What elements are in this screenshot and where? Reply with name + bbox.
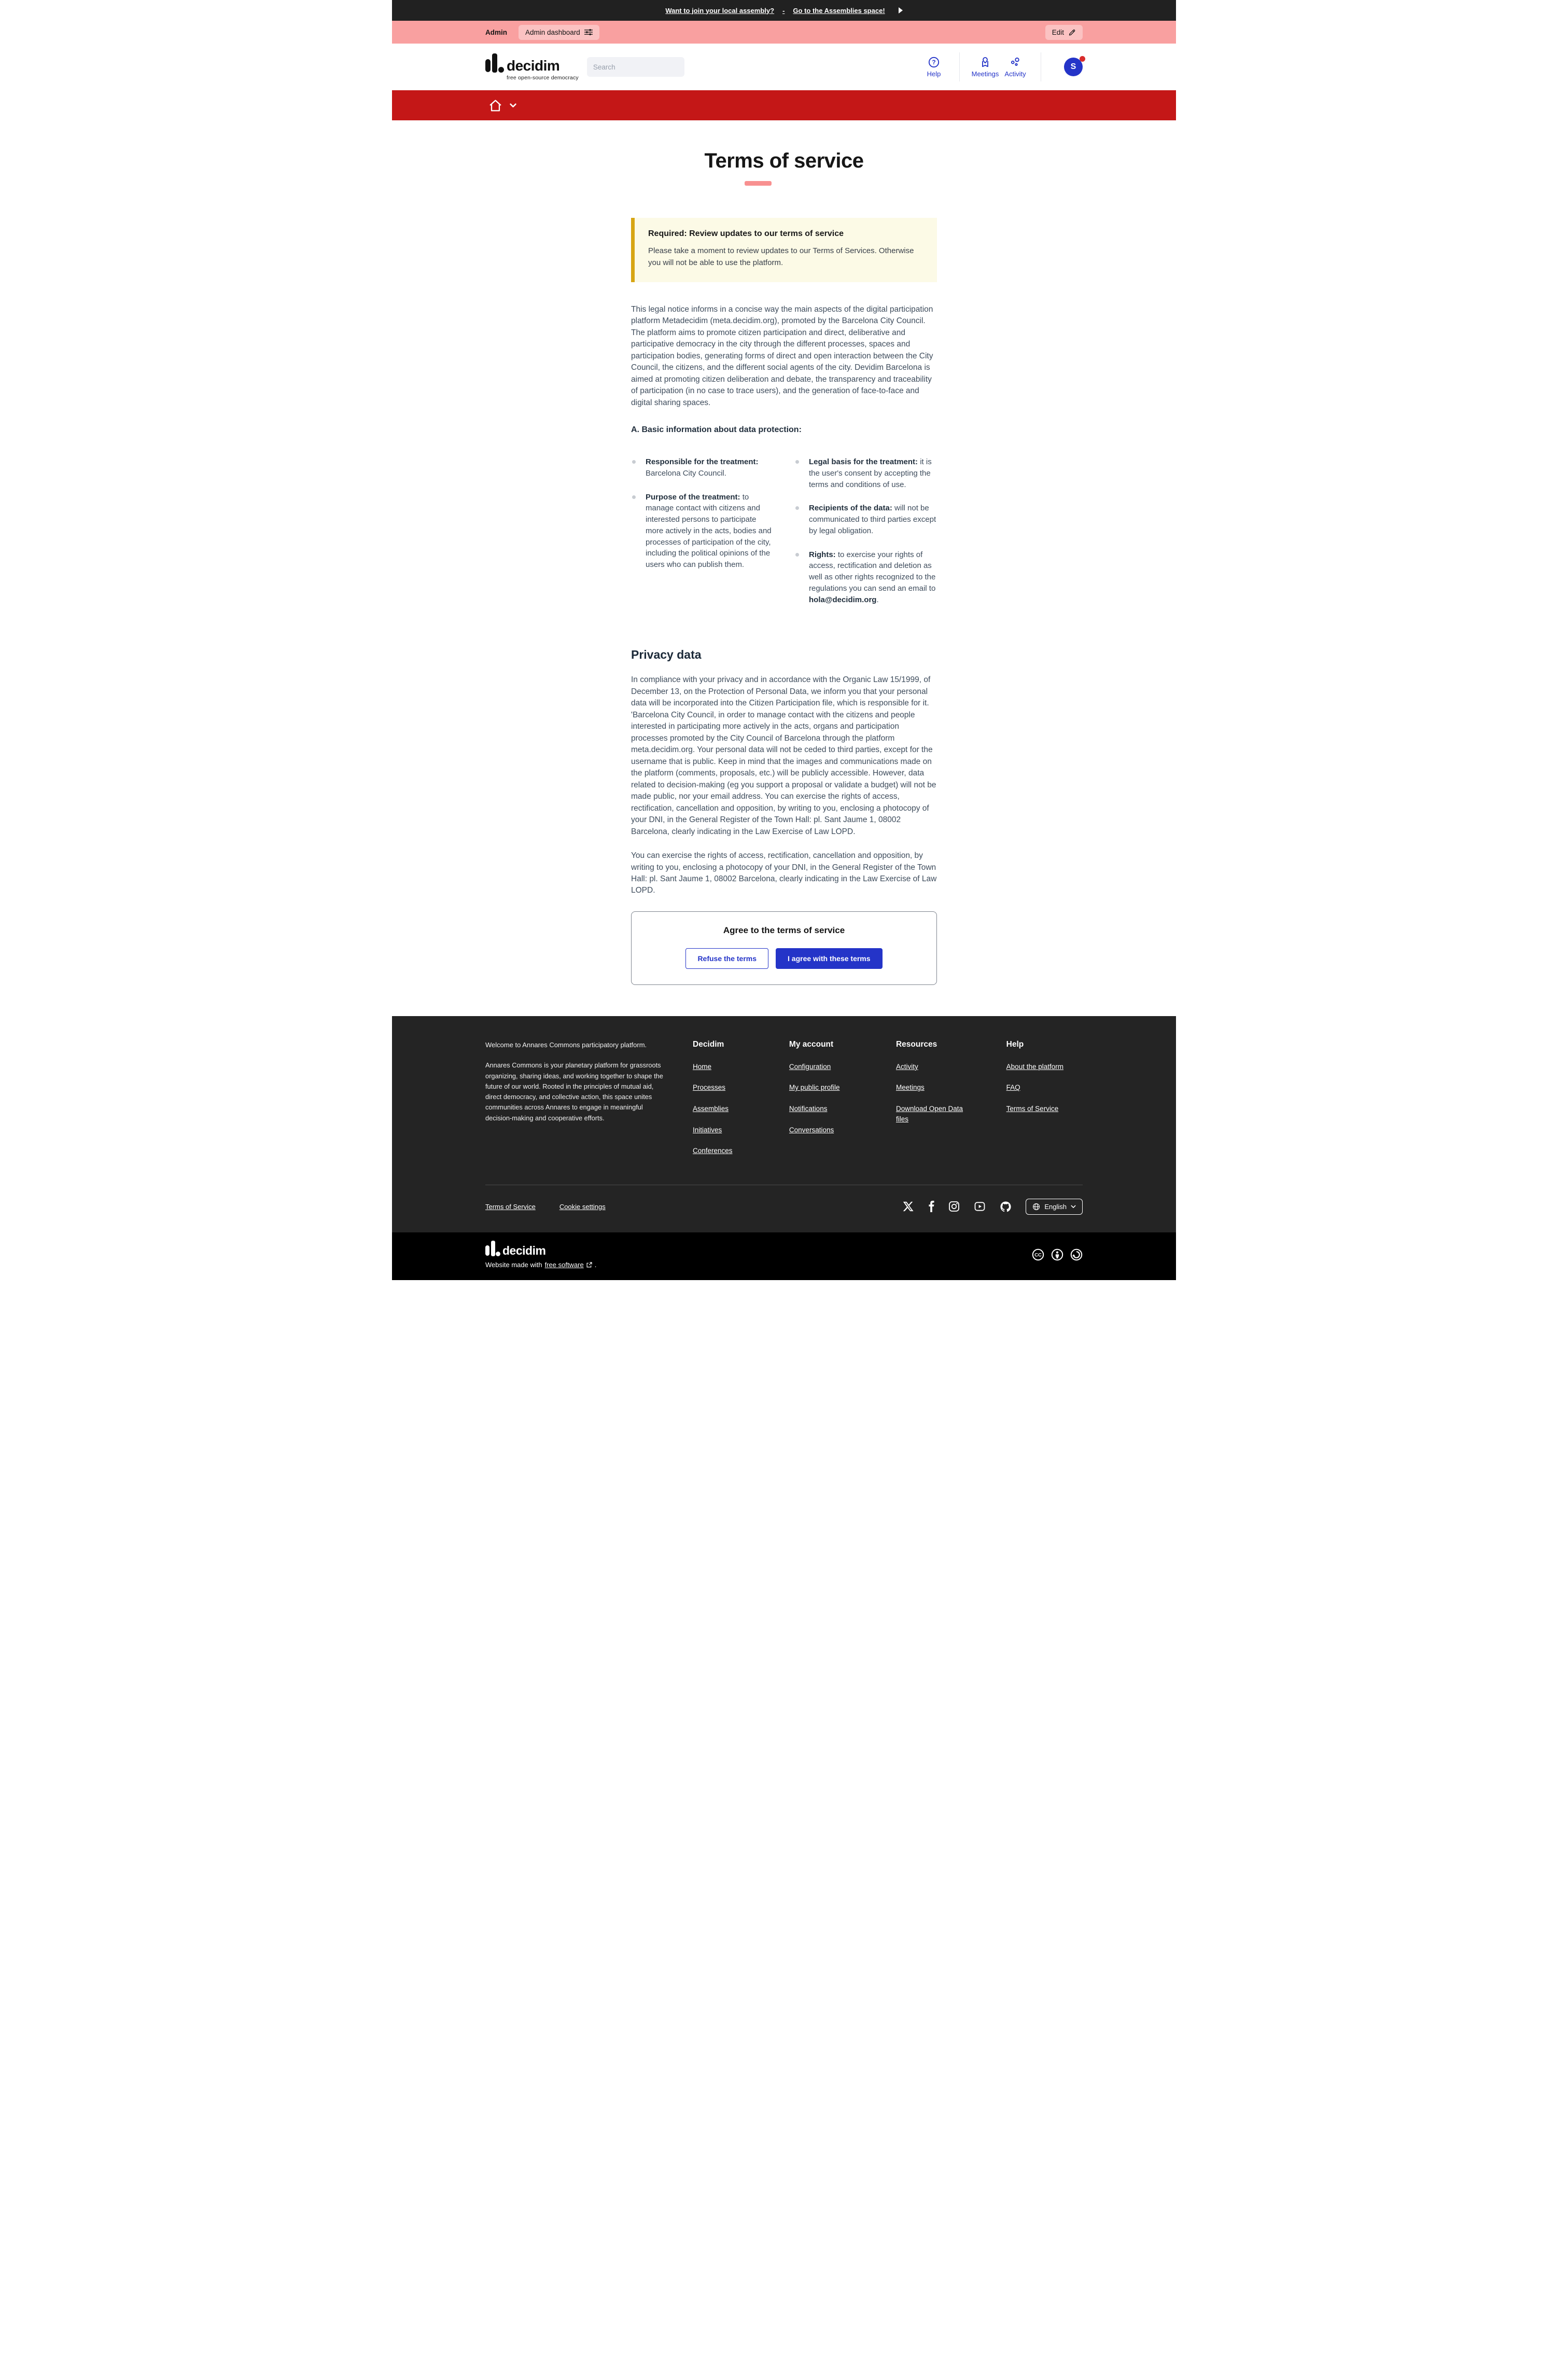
bullet-text: . — [876, 595, 879, 604]
contact-email: hola@decidim.org — [809, 595, 877, 604]
footer-link-initiatives[interactable]: Initiatives — [693, 1126, 722, 1134]
home-menu-item[interactable] — [488, 99, 516, 112]
footer-link-notifications[interactable]: Notifications — [789, 1105, 828, 1113]
nav-help-label: Help — [927, 70, 941, 78]
footer-link-home[interactable]: Home — [693, 1062, 712, 1071]
decidim-logo[interactable] — [485, 53, 579, 81]
header-divider — [959, 52, 960, 81]
bullet-text: to manage contact with citizens and interested persons to participate more actively in the acts, bodies and processes of participation of the city, including the political opinions of the users who can publish them. — [646, 492, 772, 570]
footer-link-assemblies[interactable]: Assemblies — [693, 1105, 729, 1113]
nav-help[interactable] — [919, 57, 949, 78]
x-twitter-icon[interactable] — [903, 1201, 914, 1212]
main-content — [392, 149, 1176, 1016]
footer-column-my-account — [789, 1040, 869, 1167]
map-pin-icon — [979, 57, 991, 68]
logo-tagline: free open-source democracy — [507, 74, 579, 81]
chevron-down-icon — [510, 103, 516, 108]
bullet-text: to exercise your rights of access, rectification and deletion as well as other rights recognized to the regulations you can send an email to — [809, 550, 936, 593]
footer-link-my-public-profile[interactable]: My public profile — [789, 1084, 840, 1092]
svg-text:?: ? — [932, 58, 936, 66]
privacy-paragraph-2: You can exercise the rights of access, rectification, cancellation and opposition, by writing to you, enclosing a photocopy of your DNI, in the General Register of the Town Hall: pl. Sant Jaume 1, 08002 Barcelona, clearly indicating in the Law Exercise of Law LOPD. — [631, 851, 937, 895]
site-footer — [392, 1016, 1176, 1232]
site-header — [392, 44, 1176, 90]
main-menu-bar — [392, 90, 1176, 120]
list-item — [809, 456, 937, 490]
footer-column-title: Help — [1006, 1039, 1024, 1049]
pencil-icon — [1068, 29, 1076, 36]
list-item — [646, 456, 774, 479]
footer-link-terms-of-service[interactable]: Terms of Service — [1006, 1105, 1059, 1113]
required-review-callout — [631, 218, 937, 282]
edit-button-label: Edit — [1052, 28, 1064, 36]
sub-footer — [392, 1232, 1176, 1280]
legal-notice-paragraph: This legal notice informs in a concise way the main aspects of the digital participation platform Metadecidim (meta.decidim.org), promoted by the Barcelona City Council. The platform aims to promote citizen participation and direct, deliberative and participative democracy in the city through the different processes, spaces and participation bodies, generating forms of direct and open interaction between the City Council, the citizens, and the different social agents of the city. Devidim Barcelona is aimed at promoting citizen deliberation and debate, the transparency and traceability of participation (in no case to trace users), and the generation of face-to-face and digital sharing spaces. — [631, 305, 933, 407]
data-protection-list — [631, 456, 937, 618]
svg-text:CC: CC — [1034, 1252, 1042, 1258]
agreement-title: Agree to the terms of service — [723, 925, 845, 935]
footer-logo-text: decidim — [502, 1244, 546, 1258]
footer-column-help — [1006, 1040, 1083, 1167]
data-protection-column-right — [794, 456, 937, 618]
footer-column-resources — [896, 1040, 979, 1167]
header-nav — [919, 52, 1083, 81]
cookie-settings-link[interactable]: Cookie settings — [559, 1202, 606, 1211]
footer-bottom-bar — [485, 1185, 1083, 1232]
refuse-terms-button[interactable]: Refuse the terms — [685, 948, 768, 969]
decidim-footer-logo[interactable] — [485, 1241, 596, 1256]
external-link-icon — [586, 1262, 592, 1268]
footer-link-configuration[interactable]: Configuration — [789, 1062, 831, 1071]
nav-meetings[interactable] — [970, 57, 1000, 78]
footer-link-conversations[interactable]: Conversations — [789, 1126, 834, 1134]
globe-icon — [1032, 1203, 1040, 1211]
bullet-text: Barcelona City Council. — [646, 468, 726, 478]
footer-intro — [485, 1040, 666, 1167]
made-with-suffix: . — [594, 1260, 597, 1269]
footer-description: Annares Commons is your planetary platform for grassroots organizing, sharing ideas, and working together to shape the future of our world. Rooted in the principles of mutual aid, direct democracy, and collective action, this space unites communities across Annares to engage in meaningful decision-making and cooperative efforts. — [485, 1061, 663, 1122]
nav-activity[interactable] — [1000, 57, 1030, 78]
list-item — [809, 503, 937, 536]
help-icon — [928, 57, 940, 68]
agree-terms-button[interactable]: I agree with these terms — [776, 948, 883, 969]
bullet-label: Rights: — [809, 550, 836, 559]
footer-link-open-data[interactable]: Download Open Data files — [895, 1105, 963, 1123]
facebook-icon[interactable] — [928, 1201, 934, 1212]
bullet-label: Legal basis for the treatment: — [809, 457, 918, 467]
youtube-icon[interactable] — [974, 1201, 986, 1212]
bullet-text: will not be communicated to third parties except by legal obligation. — [809, 504, 936, 535]
bullet-text: it is the user's consent by accepting the terms and conditions of use. — [809, 457, 932, 489]
section-a-heading: A. Basic information about data protection: — [631, 425, 802, 435]
footer-link-activity[interactable]: Activity — [895, 1062, 918, 1071]
footer-link-conferences[interactable]: Conferences — [693, 1147, 733, 1155]
title-decorator — [745, 181, 772, 186]
admin-dashboard-label: Admin dashboard — [525, 28, 580, 36]
callout-body: Please take a moment to review updates to our Terms of Services. Otherwise you will not be able to use the platform. — [648, 246, 914, 267]
nav-meetings-label: Meetings — [971, 70, 999, 78]
footer-link-meetings[interactable]: Meetings — [895, 1084, 925, 1092]
join-assembly-link[interactable]: Want to join your local assembly? — [665, 6, 775, 15]
avatar[interactable]: S — [1064, 58, 1083, 76]
data-protection-column-left — [631, 456, 774, 618]
callout-title: Required: Review updates to our terms of service — [648, 229, 844, 238]
privacy-data-heading: Privacy data — [631, 648, 702, 662]
footer-column-title: Decidim — [693, 1039, 724, 1049]
decidim-logo-mark-icon — [485, 1241, 499, 1256]
privacy-paragraph-1: In compliance with your privacy and in accordance with the Organic Law 15/1999, of December 13, on the Protection of Personal Data, we inform you that your personal data will be incorporated into the Citizen Participation file, which is responsible for it. 'Barcelona City Council, in order to manage contact with the citizens and people interested in participating more actively in the acts, organs and participation processes promoted by the City Council of Barcelona through the platform meta.decidim.org. Your personal data will not be ceded to third parties, except for the username that is public. Keep in mind that the images and communications made on the platform (comments, proposals, etc.) will be publicly accessible. However, data related to decision-making (eg you support a proposal or validate a budget) will not be made public, nor your email address. You can exercise the rights of access, rectification, cancellation and opposition, by writing to you, enclosing a photocopy of your DNI, in the General Register of the Town Hall: pl. Sant Jaume 1, 08002 Barcelona, clearly indicating in the Law Exercise of Law LOPD. — [631, 675, 936, 836]
activity-bubbles-icon — [1010, 57, 1021, 68]
announcement-arrow-icon[interactable] — [899, 7, 903, 13]
assemblies-space-link[interactable]: Go to the Assemblies space! — [793, 6, 885, 15]
decidim-logo-mark-icon — [485, 53, 502, 73]
bullet-label: Responsible for the treatment: — [646, 457, 759, 467]
admin-dashboard-button[interactable] — [519, 25, 599, 40]
made-with-free-software — [485, 1261, 596, 1269]
notification-dot — [1080, 56, 1085, 62]
user-menu[interactable] — [1064, 58, 1083, 76]
github-icon[interactable] — [1000, 1201, 1012, 1213]
admin-label: Admin — [485, 28, 507, 36]
footer-link-about-platform[interactable]: About the platform — [1006, 1062, 1063, 1071]
list-item — [646, 492, 774, 571]
made-with-prefix: Website made with — [485, 1260, 542, 1269]
language-label: English — [1044, 1202, 1067, 1211]
cc-by-icon — [1051, 1248, 1063, 1261]
footer-link-processes[interactable]: Processes — [693, 1084, 726, 1092]
cc-icon — [1032, 1248, 1044, 1261]
nav-activity-label: Activity — [1004, 70, 1026, 78]
footer-column-title: Resources — [895, 1039, 937, 1049]
language-selector[interactable] — [1026, 1199, 1083, 1215]
footer-link-faq[interactable]: FAQ — [1006, 1084, 1020, 1092]
announcement-separator: - — [782, 6, 785, 15]
list-item — [809, 549, 937, 606]
bullet-label: Recipients of the data: — [809, 504, 892, 513]
footer-column-decidim — [693, 1040, 762, 1167]
home-icon — [488, 99, 502, 112]
chevron-down-icon — [1071, 1205, 1076, 1209]
logo-text: decidim — [507, 58, 560, 74]
edit-button[interactable] — [1045, 25, 1083, 40]
sliders-icon — [584, 29, 593, 36]
agreement-box — [631, 911, 937, 985]
bottom-terms-link[interactable]: Terms of Service — [485, 1202, 536, 1211]
announcement-bar — [392, 0, 1176, 21]
cc-sa-icon — [1070, 1248, 1083, 1261]
footer-welcome: Welcome to Annares Commons participatory platform. — [485, 1040, 647, 1049]
free-software-link[interactable]: free software — [544, 1260, 584, 1269]
admin-bar — [392, 21, 1176, 44]
page-title: Terms of service — [704, 149, 864, 172]
instagram-icon[interactable] — [948, 1201, 960, 1212]
footer-column-title: My account — [789, 1039, 834, 1049]
search-input[interactable] — [593, 63, 685, 71]
search-box — [587, 57, 684, 77]
bullet-label: Purpose of the treatment: — [646, 492, 740, 502]
